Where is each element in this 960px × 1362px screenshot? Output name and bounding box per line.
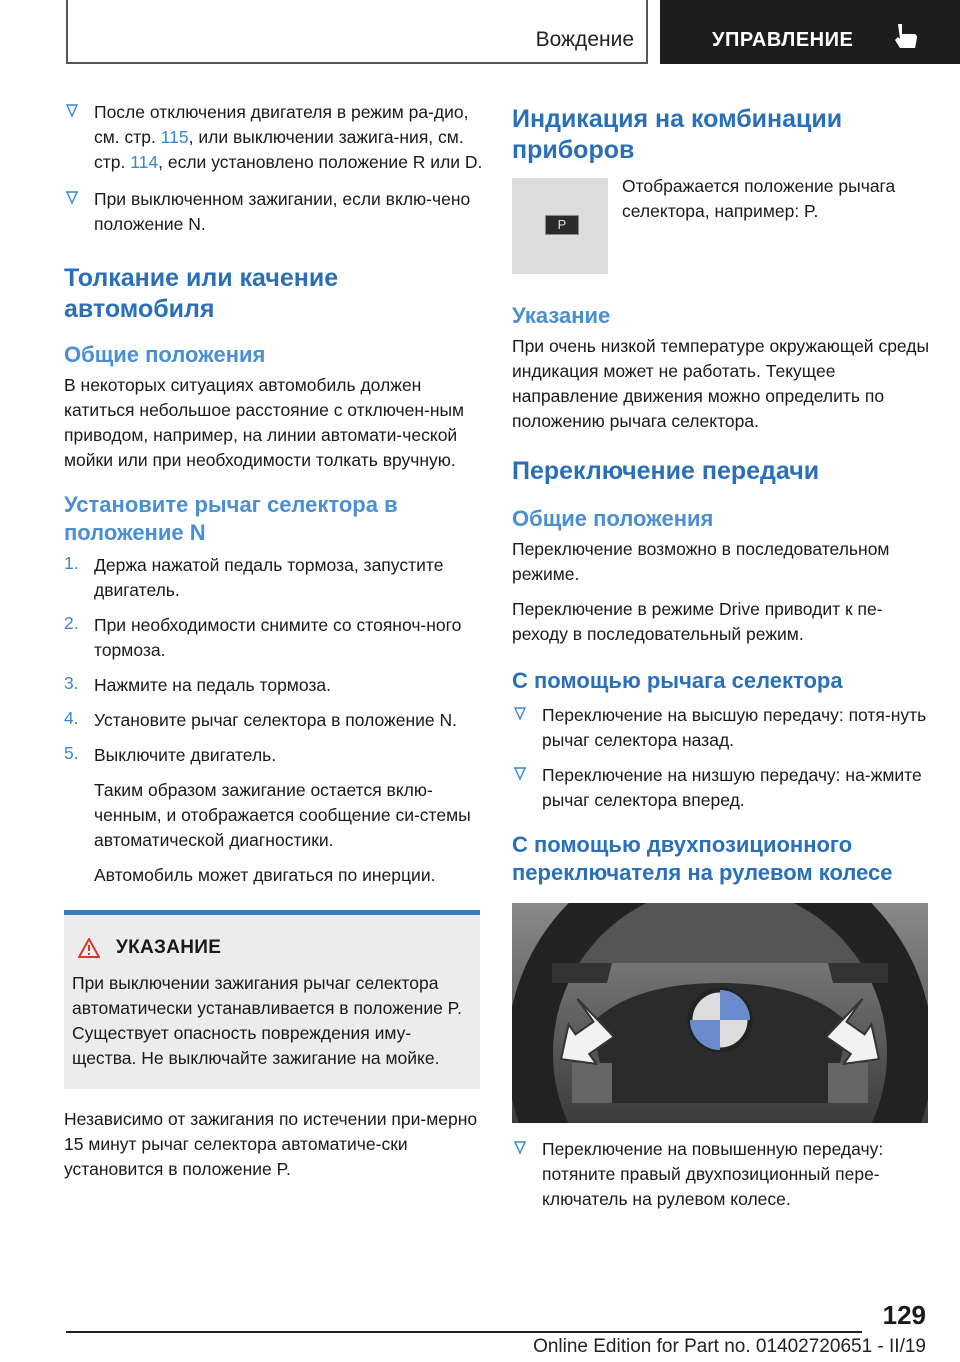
- triangle-bullet-icon: [66, 191, 78, 205]
- indicator-text: Отображается положение рычага селектора, например: P.: [622, 176, 896, 221]
- page-number: 129: [882, 1300, 926, 1330]
- triangle-bullet-icon: [514, 1141, 526, 1155]
- list-item: [64, 187, 484, 237]
- list-item: [64, 673, 484, 698]
- step-number: 3.: [64, 673, 79, 693]
- page-link-115[interactable]: 115: [160, 127, 189, 147]
- list-item: [64, 553, 484, 603]
- after-warning-text: Независимо от зажигания по истечении при-мерно 15 минут рычаг селектора автоматиче-ски установится в положение P.: [64, 1109, 478, 1179]
- step-note: Таким образом зажигание остается вклю-ченным, и отображается сообщение си-стемы автоматической диагностики.: [94, 780, 471, 850]
- general-text: В некоторых ситуациях автомобиль должен катиться небольшое расстояние с отключен-ным приводом, например, на линии автомати-ческой мойки или при необходимости толкать вручную.: [64, 375, 465, 470]
- heading-general: Общие положения: [64, 342, 266, 367]
- text-run: , или выключении зажига-ния, см. стр.: [94, 127, 464, 172]
- warning-triangle-icon: [78, 938, 100, 958]
- step-text: Установите рычаг селектора в положение N.: [94, 710, 458, 730]
- bullet-text: Переключение на высшую передачу: потя-нуть рычаг селектора назад.: [542, 705, 927, 750]
- heading-indicator: Индикация на комбинации приборов: [512, 105, 843, 164]
- list-item: [64, 100, 484, 175]
- gear-indicator-display: P: [545, 215, 579, 235]
- header-chapter-tab: [660, 0, 960, 64]
- triangle-bullet-icon: [66, 104, 78, 118]
- heading-general-right: Общие положения: [512, 506, 714, 531]
- step-number: 1.: [64, 553, 79, 573]
- step-text: При необходимости снимите со стояноч-ного тормоза.: [94, 615, 462, 660]
- indicator-image: [512, 178, 608, 274]
- header-section-label: Вождение: [535, 28, 634, 51]
- step-text: Выключите двигатель.: [94, 745, 277, 765]
- step-text: Держа нажатой педаль тормоза, запустите двигатель.: [94, 555, 444, 600]
- heading-paddle: С помощью двухпозиционного переключателя на рулевом колесе: [512, 832, 893, 885]
- footer-edition: Online Edition for Part no. 01402720651 - II/19: [533, 1336, 926, 1357]
- step-text: Нажмите на педаль тормоза.: [94, 675, 331, 695]
- list-item: [512, 703, 930, 753]
- warning-title: УКАЗАНИЕ: [116, 937, 222, 958]
- text-run: После отключения двигателя в режим ра-дио, см. стр.: [94, 102, 469, 147]
- list-item: [64, 743, 484, 888]
- triangle-bullet-icon: [514, 767, 526, 781]
- step-number: 4.: [64, 708, 79, 728]
- heading-push: Толкание или качение автомобиля: [64, 264, 339, 323]
- left-column: [64, 100, 484, 1182]
- warning-text: При выключении зажигания рычаг селектора автоматически устанавливается в положение P. Существует опасность повреждения иму-щества. Не выключайте зажигание на мойке.: [72, 973, 462, 1068]
- step-number: 5.: [64, 743, 79, 763]
- bullet-text: Переключение на повышенную передачу: потяните правый двухпозиционный пере-ключатель на рулевом колесе.: [542, 1139, 884, 1209]
- footer-divider: [66, 1331, 862, 1333]
- page-link-114[interactable]: 114: [130, 152, 159, 172]
- list-item: [512, 1137, 930, 1212]
- step-note: Автомобиль может двигаться по инерции.: [94, 865, 436, 885]
- triangle-bullet-icon: [514, 707, 526, 721]
- list-item: [512, 763, 930, 813]
- right-column: [512, 104, 930, 1212]
- heading-note: Указание: [512, 303, 611, 328]
- warning-box: [64, 910, 480, 1089]
- hand-pointer-icon: [892, 22, 918, 50]
- heading-selector: С помощью рычага селектора: [512, 668, 843, 693]
- bullet-text: При выключенном зажигании, если вклю-чено положение N.: [94, 189, 471, 234]
- heading-shift: Переключение передачи: [512, 457, 820, 485]
- header-section-tab: [66, 0, 648, 64]
- bullet-text: Переключение на низшую передачу: на-жмите рычаг селектора вперед.: [542, 765, 922, 810]
- text-run: , если установлено положение R или D.: [158, 152, 483, 172]
- steering-wheel-illustration: [512, 903, 928, 1123]
- header-chapter-label: УПРАВЛЕНИЕ: [712, 29, 854, 51]
- steering-wheel-image: [512, 903, 928, 1123]
- note-text: При очень низкой температуре окружающей среды индикация может не работать. Текущее направление движения можно определить по положению рычага селектора.: [512, 336, 930, 431]
- list-item: [64, 708, 484, 733]
- list-item: [64, 613, 484, 663]
- step-number: 2.: [64, 613, 79, 633]
- heading-set-selector: Установите рычаг селектора в положение N: [64, 492, 398, 545]
- shift-text-1: Переключение возможно в последовательном режиме.: [512, 539, 890, 584]
- shift-text-2: Переключение в режиме Drive приводит к пе-реходу в последовательный режим.: [512, 599, 883, 644]
- indicator-block: [512, 178, 930, 274]
- warning-header: [78, 937, 472, 959]
